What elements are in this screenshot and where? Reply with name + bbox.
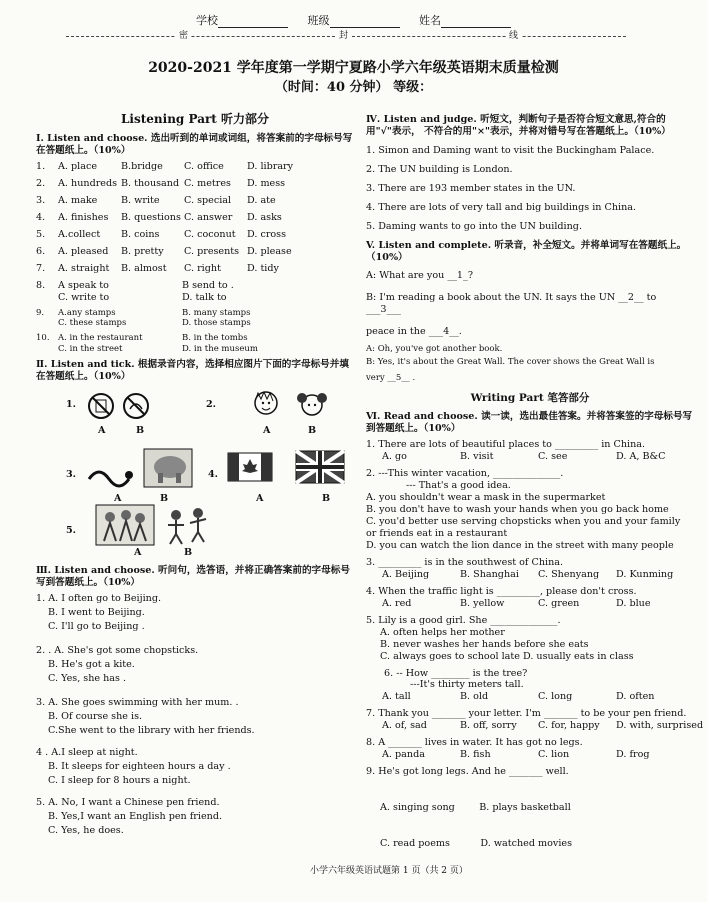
- choice-line: C. I'll go to Beijing .: [48, 621, 145, 633]
- snake-elephant-icon: [84, 445, 194, 489]
- choice-line: B. Of course she is.: [48, 711, 143, 723]
- listening-heading: Listening Part 听力部分: [120, 112, 270, 126]
- option: D. in the museum: [182, 343, 258, 354]
- q3-item: [36, 593, 354, 633]
- name-label: 姓名: [419, 14, 441, 27]
- q1-item: [36, 195, 354, 207]
- option: D. library: [247, 160, 294, 172]
- choice: C. read poems D. watched movies: [380, 838, 573, 850]
- choice-line: B. He's got a kite.: [48, 659, 135, 671]
- q1-item: [36, 229, 354, 241]
- choice: B. you don't have to wash your hands when you go back home: [366, 503, 669, 515]
- choice: A. often helps her mother: [380, 626, 505, 638]
- choice: A. singing song B. plays basketball: [380, 802, 571, 814]
- judge-item: 3. There are 193 member states in the UN.: [366, 182, 576, 194]
- q3-heading: Ⅲ. Listen and choose. 听问句，选答语，并将正确答案前的字母标号写到答题纸上。（10%）: [36, 565, 350, 589]
- item-number: 7.: [36, 262, 46, 274]
- choice: D. A, B&C: [616, 450, 666, 462]
- choice-line: B. I went to Beijing.: [48, 607, 145, 619]
- choice-line: C.She went to the library with her friends.: [48, 725, 255, 737]
- writing-heading: Writing Part 笔答部分: [470, 391, 590, 404]
- choice: B. fish: [460, 749, 491, 761]
- q1-item: [36, 161, 354, 173]
- option: B send to .: [182, 279, 234, 291]
- option: D. tidy: [247, 262, 279, 274]
- option: B.bridge: [121, 160, 163, 172]
- q6-item: [366, 557, 694, 581]
- choice-line: 2. . A. She's got some chopsticks.: [36, 645, 199, 657]
- question-reply: --- That's a good idea.: [406, 479, 511, 491]
- choice: D. with, surprised: [616, 720, 704, 732]
- class-field[interactable]: [330, 17, 400, 28]
- judge-item: 2. The UN building is London.: [366, 163, 513, 175]
- q6-item: [366, 708, 704, 732]
- option-a: A: [263, 425, 271, 437]
- choice: C. Shenyang: [538, 568, 600, 580]
- q2-pictures: [36, 389, 354, 559]
- option-a: A: [98, 425, 106, 437]
- choice-line: C. I sleep for 8 hours a night.: [48, 775, 191, 787]
- item-number: 8.: [36, 279, 46, 291]
- choice: A. of, sad: [382, 720, 427, 732]
- option-b: B: [136, 425, 145, 437]
- q3-item: [36, 697, 354, 737]
- choice: C. lion: [538, 749, 570, 761]
- option: B. almost: [121, 262, 167, 274]
- judge-item: 4. There are lots of very tall and big buildings in China.: [366, 201, 637, 213]
- page-footer: 小学六年级英语试题第 1 页（共 2 页）: [310, 866, 468, 876]
- q1-heading: Ⅰ. Listen and choose. 选出听到的单词或词组，将答案前的字母标号写在答题纸上。（10%）: [36, 133, 353, 156]
- option: A. finishes: [58, 211, 109, 223]
- option: C. answer: [184, 211, 233, 223]
- choice: A. go: [382, 450, 407, 462]
- choice: B. Shanghai: [460, 568, 519, 580]
- option-a: A: [114, 493, 122, 505]
- item-number: 4.: [208, 469, 219, 481]
- option: C. metres: [184, 177, 231, 189]
- q5-line: A: What are you __1_?: [366, 269, 473, 281]
- q1-item: [36, 246, 354, 258]
- q6-item: [366, 439, 694, 463]
- option-a: A: [256, 493, 264, 505]
- option: D. cross: [247, 228, 287, 240]
- q3-item: [36, 747, 354, 787]
- option: B. questions: [121, 211, 181, 223]
- name-field[interactable]: [441, 17, 511, 28]
- q3-item: [36, 645, 354, 685]
- choice: C. you'd better use serving chopsticks when you and your family: [366, 515, 681, 527]
- choice: C. green: [538, 597, 580, 609]
- q3-item: [36, 797, 354, 837]
- option: D. ate: [247, 194, 276, 206]
- q5-line: very __5__ .: [366, 373, 416, 384]
- item-number: 2.: [206, 399, 217, 411]
- q1-item: [36, 263, 354, 275]
- q6-item: [366, 737, 694, 761]
- choice: B. off, sorry: [460, 720, 517, 732]
- option: A. in the restaurant: [58, 333, 143, 344]
- choice-line: 5. A. No, I want a Chinese pen friend.: [36, 797, 220, 809]
- choice: B. old: [460, 691, 489, 703]
- item-number: 5.: [36, 228, 46, 240]
- choice: A. you shouldn't wear a mask in the supermarket: [366, 491, 606, 503]
- dancing-children-icon: [94, 501, 214, 549]
- item-number: 5.: [66, 525, 77, 537]
- option: A. hundreds: [58, 177, 118, 189]
- choice: C. for, happy: [538, 720, 600, 732]
- option: B. pretty: [121, 245, 164, 257]
- q6-item: [366, 615, 694, 663]
- option: A.any stamps: [58, 307, 116, 318]
- choice: D. you can watch the lion dance in the street with many people: [366, 539, 674, 551]
- question-stem: 8. A _______ lives in water. It has got no legs.: [366, 737, 583, 749]
- option: A. place: [58, 160, 98, 172]
- judge-item: 5. Daming wants to go into the UN building.: [366, 220, 582, 232]
- question-reply: ---It's thirty meters tall.: [410, 679, 524, 691]
- seal-char-2: 封: [336, 31, 351, 42]
- item-number: 9.: [36, 307, 45, 318]
- choice-line: C. Yes, he does.: [48, 825, 124, 837]
- choice: A. Beijing: [382, 568, 430, 580]
- option: C. office: [184, 160, 224, 172]
- q1-list: [36, 161, 354, 354]
- q5-heading: V. Listen and complete. 听录音，补全短文。并将单词写在答题纸上。（10%）: [366, 239, 687, 263]
- q4-heading: Ⅳ. Listen and judge. 听短文，判断句子是否符合短文意思,符合的用"√"表示， 不符合的用"×"表示，并将对错号写在答题纸上。（10%）: [366, 114, 671, 137]
- option: D. please: [247, 245, 292, 257]
- question-stem: 7. Thank you _______ your letter. I'm _______ to be your pen friend.: [366, 708, 687, 720]
- exam-title: 2020-2021 学年度第一学期宁夏路小学六年级英语期末质量检测: [148, 60, 559, 76]
- item-number: 1.: [36, 160, 46, 172]
- option: A speak to: [58, 279, 109, 291]
- choice: D. Kunming: [616, 568, 674, 580]
- q1-item: [36, 333, 354, 354]
- choice: C. see: [538, 450, 568, 462]
- option: D. those stamps: [182, 318, 251, 329]
- item-number: 3.: [36, 194, 46, 206]
- choice: C. long: [538, 691, 573, 703]
- option-b: B: [308, 425, 317, 437]
- option: A. straight: [58, 262, 110, 274]
- option: A. make: [58, 194, 98, 206]
- judge-item: 1. Simon and Daming want to visit the Buckingham Palace.: [366, 144, 655, 156]
- choice-line: B. It sleeps for eighteen hours a day .: [48, 761, 231, 773]
- option: D. talk to: [182, 291, 227, 303]
- q1-item: [36, 308, 354, 329]
- option: C. write to: [58, 291, 110, 303]
- option: C. right: [184, 262, 221, 274]
- choice: D. often: [616, 691, 655, 703]
- choice-line: 3. A. She goes swimming with her mum. .: [36, 697, 239, 709]
- q5-line: B: I'm reading a book about the UN. It says the UN __2__ to ___3___: [366, 291, 657, 315]
- option: C. in the street: [58, 343, 123, 354]
- girls-picture-icon: [246, 389, 336, 423]
- option-b: B: [322, 493, 331, 505]
- choice: or friends eat in a restaurant: [366, 527, 508, 539]
- seal-char-3: 线: [506, 31, 521, 42]
- question-stem: 4. When the traffic light is _________, please don't cross.: [366, 585, 637, 597]
- q6-item: [366, 468, 694, 552]
- class-label: 班级: [307, 14, 330, 27]
- q6-item: [366, 586, 694, 610]
- school-field[interactable]: [218, 17, 288, 28]
- option-b: B: [160, 493, 169, 505]
- choice: A. red: [382, 597, 412, 609]
- student-info-header: [0, 14, 707, 28]
- q6-heading: Ⅵ. Read and choose. 读一读，选出最佳答案。并将答案签的字母标号写到答题纸上。（10%）: [366, 410, 693, 434]
- option: B. thousand: [121, 177, 180, 189]
- option-b: B: [184, 547, 193, 559]
- option: B. write: [121, 194, 160, 206]
- question-stem: 1. There are lots of beautiful places to _________ in China.: [366, 438, 646, 450]
- option: C. coconut: [184, 228, 236, 240]
- right-column: [366, 108, 704, 879]
- choice-line: 1. A. I often go to Beijing.: [36, 593, 162, 605]
- option: A. pleased: [58, 245, 109, 257]
- option: B. in the tombs: [182, 333, 248, 344]
- item-number: 2.: [36, 177, 46, 189]
- option: C. special: [184, 194, 232, 206]
- question-stem: 9. He's got long legs. And he _______ well.: [366, 766, 569, 778]
- option: B. coins: [121, 228, 160, 240]
- seal-line: [66, 31, 626, 41]
- canada-uk-flags-icon: [226, 447, 346, 487]
- left-column: [36, 108, 354, 847]
- choice: B. visit: [460, 450, 494, 462]
- option: D. mess: [247, 177, 286, 189]
- no-phone-sign-icon: [86, 391, 156, 421]
- choice-line: C. Yes, she has .: [48, 673, 127, 685]
- item-number: 10.: [36, 333, 50, 344]
- q1-item: [36, 280, 354, 304]
- choice: B. never washes her hands before she eats: [380, 638, 589, 650]
- choice: A. panda: [382, 749, 425, 761]
- choice: C. always goes to school late D. usually eats in class: [380, 650, 634, 662]
- choice: D. blue: [616, 597, 651, 609]
- item-number: 4.: [36, 211, 46, 223]
- school-label: 学校: [196, 14, 218, 27]
- choice: A. tall: [382, 691, 411, 703]
- item-number: 6.: [36, 245, 46, 257]
- exam-subtitle: （时间：40 分钟） 等级：: [274, 80, 433, 95]
- question-stem: 5. Lily is a good girl. She ______________.: [366, 614, 561, 626]
- option: B. many stamps: [182, 307, 251, 318]
- q2-heading: Ⅱ. Listen and tick. 根据录音内容，选择相应图片下面的字母标号并填在答题纸上。（10%）: [36, 359, 349, 383]
- q6-item: [366, 668, 694, 704]
- choice-line: 4 . A.I sleep at night.: [36, 747, 138, 759]
- option: C. presents: [184, 245, 240, 257]
- question-stem: 2. ---This winter vacation, ______________.: [366, 467, 564, 479]
- option: D. asks: [247, 211, 282, 223]
- question-stem: 6. -- How ________ is the tree?: [384, 667, 528, 679]
- q5-line: A: Oh, you've got another book.: [366, 343, 503, 354]
- choice: B. yellow: [460, 597, 505, 609]
- seal-char-1: 密: [176, 31, 191, 42]
- q5-line: B: Yes, it's about the Great Wall. The cover shows the Great Wall is: [366, 357, 655, 368]
- q1-item: [36, 212, 354, 224]
- question-stem: 3. _________ is in the southwest of China.: [366, 556, 564, 568]
- q1-item: [36, 178, 354, 190]
- item-number: 3.: [66, 469, 77, 481]
- option: C. these stamps: [58, 318, 127, 329]
- choice: D. frog: [616, 749, 650, 761]
- option-a: A: [134, 547, 142, 559]
- choice-line: B. Yes,I want an English pen friend.: [48, 811, 223, 823]
- q5-line: peace in the ___4__.: [366, 325, 462, 337]
- option: A.collect: [58, 228, 101, 240]
- q4-list: [366, 145, 694, 233]
- q6-item: [366, 766, 694, 874]
- item-number: 1.: [66, 399, 77, 411]
